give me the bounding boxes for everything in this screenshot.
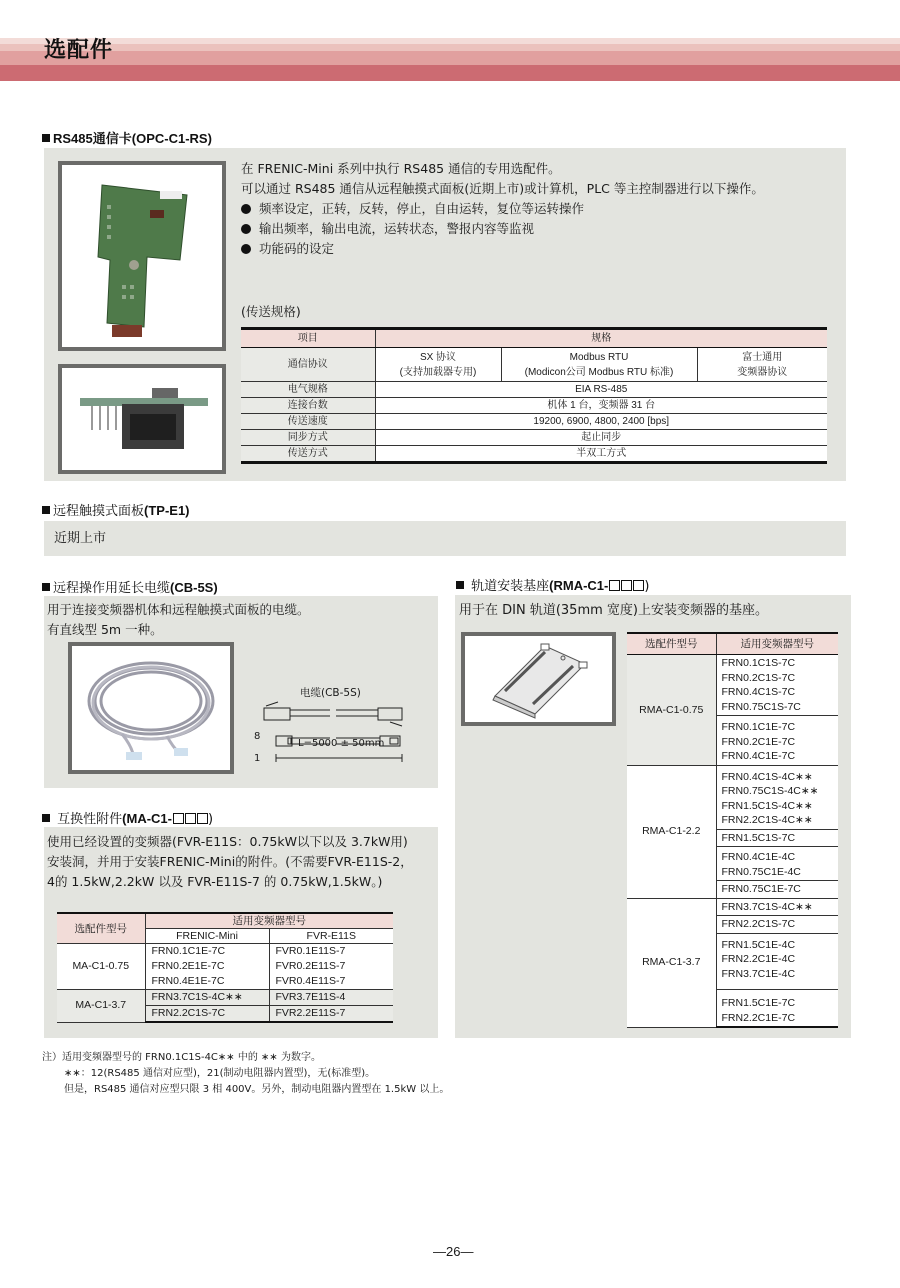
circuit-board-icon xyxy=(62,165,222,347)
rma-c1-description: 用于在 DIN 轨道(35mm 宽度)上安装变频器的基座。 xyxy=(459,603,768,618)
cable-coil-icon xyxy=(72,646,230,770)
bullet-icon xyxy=(241,204,251,214)
table-row xyxy=(627,765,838,829)
applicable-cell xyxy=(716,847,838,881)
frenic-model: FRN0.1C1E-7C xyxy=(145,944,269,960)
square-bullet-icon xyxy=(42,134,50,142)
inverter-model: FRN2.2C1S-7C xyxy=(721,918,796,930)
section-heading-ma-c1 xyxy=(42,808,213,827)
applicable-cell xyxy=(716,716,838,766)
table-row xyxy=(241,446,827,463)
protocol-cell xyxy=(501,348,697,382)
square-bullet-icon xyxy=(42,583,50,591)
length-label: L=5000 ± 50mm xyxy=(298,738,385,749)
inverter-model: FRN3.7C1S-4C∗∗ xyxy=(721,900,813,913)
rs485-description xyxy=(241,159,841,259)
pin-label-top: 8 xyxy=(254,731,261,742)
inverter-model: FRN3.7C1E-4C xyxy=(721,967,796,980)
heading-close: ) xyxy=(644,579,650,594)
inverter-model: FRN1.5C1E-4C xyxy=(721,938,796,951)
applicable-cell xyxy=(716,990,838,1028)
note-line: 注）适用变频器型号的 FRN0.1C1S-4C∗∗ 中的 ∗∗ 为数字。 xyxy=(42,1052,321,1063)
table-row xyxy=(57,944,393,960)
table-row xyxy=(57,990,393,1006)
din-rail-base-icon xyxy=(465,636,612,722)
heading-text: 远程操作用延长电缆 xyxy=(53,581,171,596)
option-model: RMA-C1-3.7 xyxy=(627,898,716,1027)
square-bullet-icon xyxy=(42,814,50,822)
section-heading-rs485 xyxy=(42,128,212,147)
row-label: 同步方式 xyxy=(241,430,375,446)
row-label: 传送方式 xyxy=(241,446,375,463)
square-bullet-icon xyxy=(456,581,464,589)
placeholder-box-icon xyxy=(197,813,208,824)
protocol-line: (Modicon公司 Modbus RTU 标准) xyxy=(524,366,674,378)
table-row xyxy=(241,430,827,446)
bullet-text: 输出频率，输出电流，运转状态，警报内容等监视 xyxy=(259,221,535,236)
row-label: 通信协议 xyxy=(241,348,375,382)
option-model: RMA-C1-0.75 xyxy=(627,655,716,766)
applicable-cell xyxy=(716,898,838,916)
applicable-cell xyxy=(716,655,838,716)
row-value: 19200, 6900, 4800, 2400 [bps] xyxy=(375,414,827,430)
option-model: RMA-C1-2.2 xyxy=(627,765,716,898)
col-header-spec: 规格 xyxy=(375,329,827,348)
bullet-item xyxy=(241,219,841,239)
col-header-applicable: 适用变频器型号 xyxy=(145,913,393,929)
col-header-fvr: FVR-E11S xyxy=(269,929,393,944)
inverter-model: FRN0.75C1S-4C∗∗ xyxy=(721,785,819,797)
option-model: MA-C1-0.75 xyxy=(57,944,145,990)
note-line: ∗∗：12(RS485 通信对应型)，21(制动电阻器内置型)，无(标准型)。 xyxy=(64,1068,376,1079)
pin-label-bottom: 1 xyxy=(254,753,261,764)
fvr-model: FVR0.1E11S-7 xyxy=(269,944,393,960)
note-line: 但是，RS485 通信对应型只限 3 相 400V。另外，制动电阻器内置型在 1.5kW 以上。 xyxy=(64,1084,450,1095)
table-row xyxy=(241,398,827,414)
inverter-model: FRN2.2C1E-4C xyxy=(721,953,796,965)
header-stripe xyxy=(0,65,900,81)
bullet-icon xyxy=(241,244,251,254)
page-number: —26— xyxy=(433,1244,474,1259)
row-label: 电气规格 xyxy=(241,382,375,398)
frenic-model: FRN0.2E1E-7C xyxy=(145,959,269,974)
ma-c1-description xyxy=(47,832,413,892)
heading-text: RS485通信卡 xyxy=(53,131,132,146)
table-row xyxy=(241,348,827,382)
page-title: 选配件 xyxy=(44,38,114,63)
heading-code: (MA-C1- xyxy=(122,811,172,826)
inverter-model: FRN0.75C1E-4C xyxy=(721,865,801,878)
placeholder-box-icon xyxy=(185,813,196,824)
spec-caption: (传送规格) xyxy=(241,304,301,319)
desc-line: 用于连接变频器机体和远程触摸式面板的电缆。 xyxy=(47,602,310,617)
applicable-cell xyxy=(716,765,838,829)
row-label: 连接台数 xyxy=(241,398,375,414)
heading-text: 远程触摸式面板 xyxy=(53,504,145,519)
fvr-model: FVR2.2E11S-7 xyxy=(269,1006,393,1023)
heading-code: (TP-E1) xyxy=(144,503,190,518)
protocol-cell xyxy=(697,348,827,382)
bullet-item xyxy=(241,239,841,259)
col-header-frenic: FRENIC-Mini xyxy=(145,929,269,944)
inverter-model: FRN0.4C1E-4C xyxy=(721,851,796,863)
rs485-connector-photo xyxy=(58,364,226,474)
heading-text: 互换性附件 xyxy=(57,812,123,827)
inverter-model: FRN0.4C1S-4C∗∗ xyxy=(721,770,813,783)
col-header-item: 项目 xyxy=(241,329,375,348)
col-header-model: 选配件型号 xyxy=(627,633,716,655)
applicable-cell xyxy=(716,829,838,847)
bullet-text: 功能码的设定 xyxy=(259,241,335,256)
bullet-text: 频率设定，正转，反转，停止，自由运转，复位等运转操作 xyxy=(259,201,585,216)
header-stripe xyxy=(0,51,900,65)
inverter-model: FRN1.5C1S-7C xyxy=(721,831,796,844)
protocol-cell xyxy=(375,348,501,382)
protocol-line: 变频器协议 xyxy=(737,366,788,378)
fvr-model: FVR0.4E11S-7 xyxy=(269,974,393,990)
ma-c1-table xyxy=(57,912,393,1023)
protocol-line: SX 协议 xyxy=(419,351,457,363)
protocol-line: (支持加载器专用) xyxy=(399,366,477,378)
heading-code: (OPC-C1-RS) xyxy=(131,131,212,146)
rma-c1-table xyxy=(627,632,838,1028)
footnote xyxy=(42,1050,449,1098)
table-row xyxy=(241,382,827,398)
cable-connector-drawing xyxy=(256,700,416,770)
applicable-cell xyxy=(716,916,838,934)
header-stripe xyxy=(0,44,900,51)
inverter-model: FRN0.4C1E-7C xyxy=(721,750,796,762)
placeholder-box-icon xyxy=(609,580,620,591)
placeholder-box-icon xyxy=(621,580,632,591)
cb5s-description xyxy=(47,600,310,640)
desc-line: 在 FRENIC-Mini 系列中执行 RS485 通信的专用选配件。 xyxy=(241,161,561,176)
square-bullet-icon xyxy=(42,506,50,514)
inverter-model: FRN1.5C1S-4C∗∗ xyxy=(721,799,813,812)
protocol-line: Modbus RTU xyxy=(569,351,629,363)
col-header-model: 选配件型号 xyxy=(57,913,145,944)
fvr-model: FVR3.7E11S-4 xyxy=(269,990,393,1006)
din-rail-base-photo xyxy=(461,632,616,726)
inverter-model: FRN0.1C1E-7C xyxy=(721,721,796,733)
fvr-model: FVR0.2E11S-7 xyxy=(269,959,393,974)
inverter-model: FRN0.4C1S-7C xyxy=(721,686,796,698)
heading-code: (RMA-C1- xyxy=(549,578,609,593)
row-value: 机体 1 台，变频器 31 台 xyxy=(375,398,827,414)
row-value: EIA RS-485 xyxy=(375,382,827,398)
cable-photo xyxy=(68,642,234,774)
frenic-model: FRN0.4E1E-7C xyxy=(145,974,269,990)
row-value: 半双工方式 xyxy=(375,446,827,463)
bullet-icon xyxy=(241,224,251,234)
section-heading-tp-e1 xyxy=(42,500,190,519)
inverter-model: FRN0.75C1E-7C xyxy=(721,883,801,895)
rs485-card-photo xyxy=(58,161,226,351)
heading-code: (CB-5S) xyxy=(170,580,218,595)
heading-text: 轨道安装基座 xyxy=(471,579,550,594)
placeholder-box-icon xyxy=(173,813,184,824)
transmission-spec-table xyxy=(241,327,827,464)
inverter-model: FRN0.2C1S-7C xyxy=(721,671,796,684)
inverter-model: FRN2.2C1E-7C xyxy=(721,1011,796,1024)
desc-line: 使用已经设置的变频器(FVR-E11S：0.75kW以下以及 3.7kW用) xyxy=(47,834,408,849)
desc-line: 4的 1.5kW,2.2kW 以及 FVR-E11S-7 的 0.75kW,1.5kW。) xyxy=(47,874,383,889)
frenic-model: FRN3.7C1S-4C∗∗ xyxy=(145,990,269,1006)
bullet-item xyxy=(241,199,841,219)
col-header-applicable: 适用变频器型号 xyxy=(716,633,838,655)
inverter-model: FRN0.75C1S-7C xyxy=(721,700,801,713)
table-row xyxy=(627,898,838,916)
row-value: 起止同步 xyxy=(375,430,827,446)
protocol-line: 富士通用 xyxy=(742,351,783,363)
header-band xyxy=(0,38,900,82)
rj45-connector-icon xyxy=(62,368,222,470)
inverter-model: FRN0.1C1S-7C xyxy=(721,657,796,669)
desc-line: 可以通过 RS485 通信从远程触摸式面板(近期上市)或计算机，PLC 等主控制器进行以下操作。 xyxy=(241,181,764,196)
section-heading-rma-c1 xyxy=(456,575,649,594)
inverter-model: FRN1.5C1E-7C xyxy=(721,997,796,1009)
inverter-model: FRN0.2C1E-7C xyxy=(721,735,796,748)
coming-soon-text: 近期上市 xyxy=(54,531,107,546)
option-model: MA-C1-3.7 xyxy=(57,990,145,1023)
desc-line: 有直线型 5m 一种。 xyxy=(47,622,163,637)
placeholder-box-icon xyxy=(633,580,644,591)
section-heading-cb5s xyxy=(42,577,218,596)
row-label: 传送速度 xyxy=(241,414,375,430)
desc-line: 安装洞，并用于安装FRENIC-Mini的附件。(不需要FVR-E11S-2， xyxy=(47,854,413,869)
table-row xyxy=(627,655,838,716)
frenic-model: FRN2.2C1S-7C xyxy=(145,1006,269,1023)
table-row xyxy=(241,414,827,430)
cable-label: 电缆(CB-5S) xyxy=(300,687,361,699)
heading-close: ) xyxy=(207,812,214,827)
applicable-cell xyxy=(716,933,838,990)
inverter-model: FRN2.2C1S-4C∗∗ xyxy=(721,814,813,826)
tp-e1-panel xyxy=(44,521,846,556)
applicable-cell xyxy=(716,881,838,899)
